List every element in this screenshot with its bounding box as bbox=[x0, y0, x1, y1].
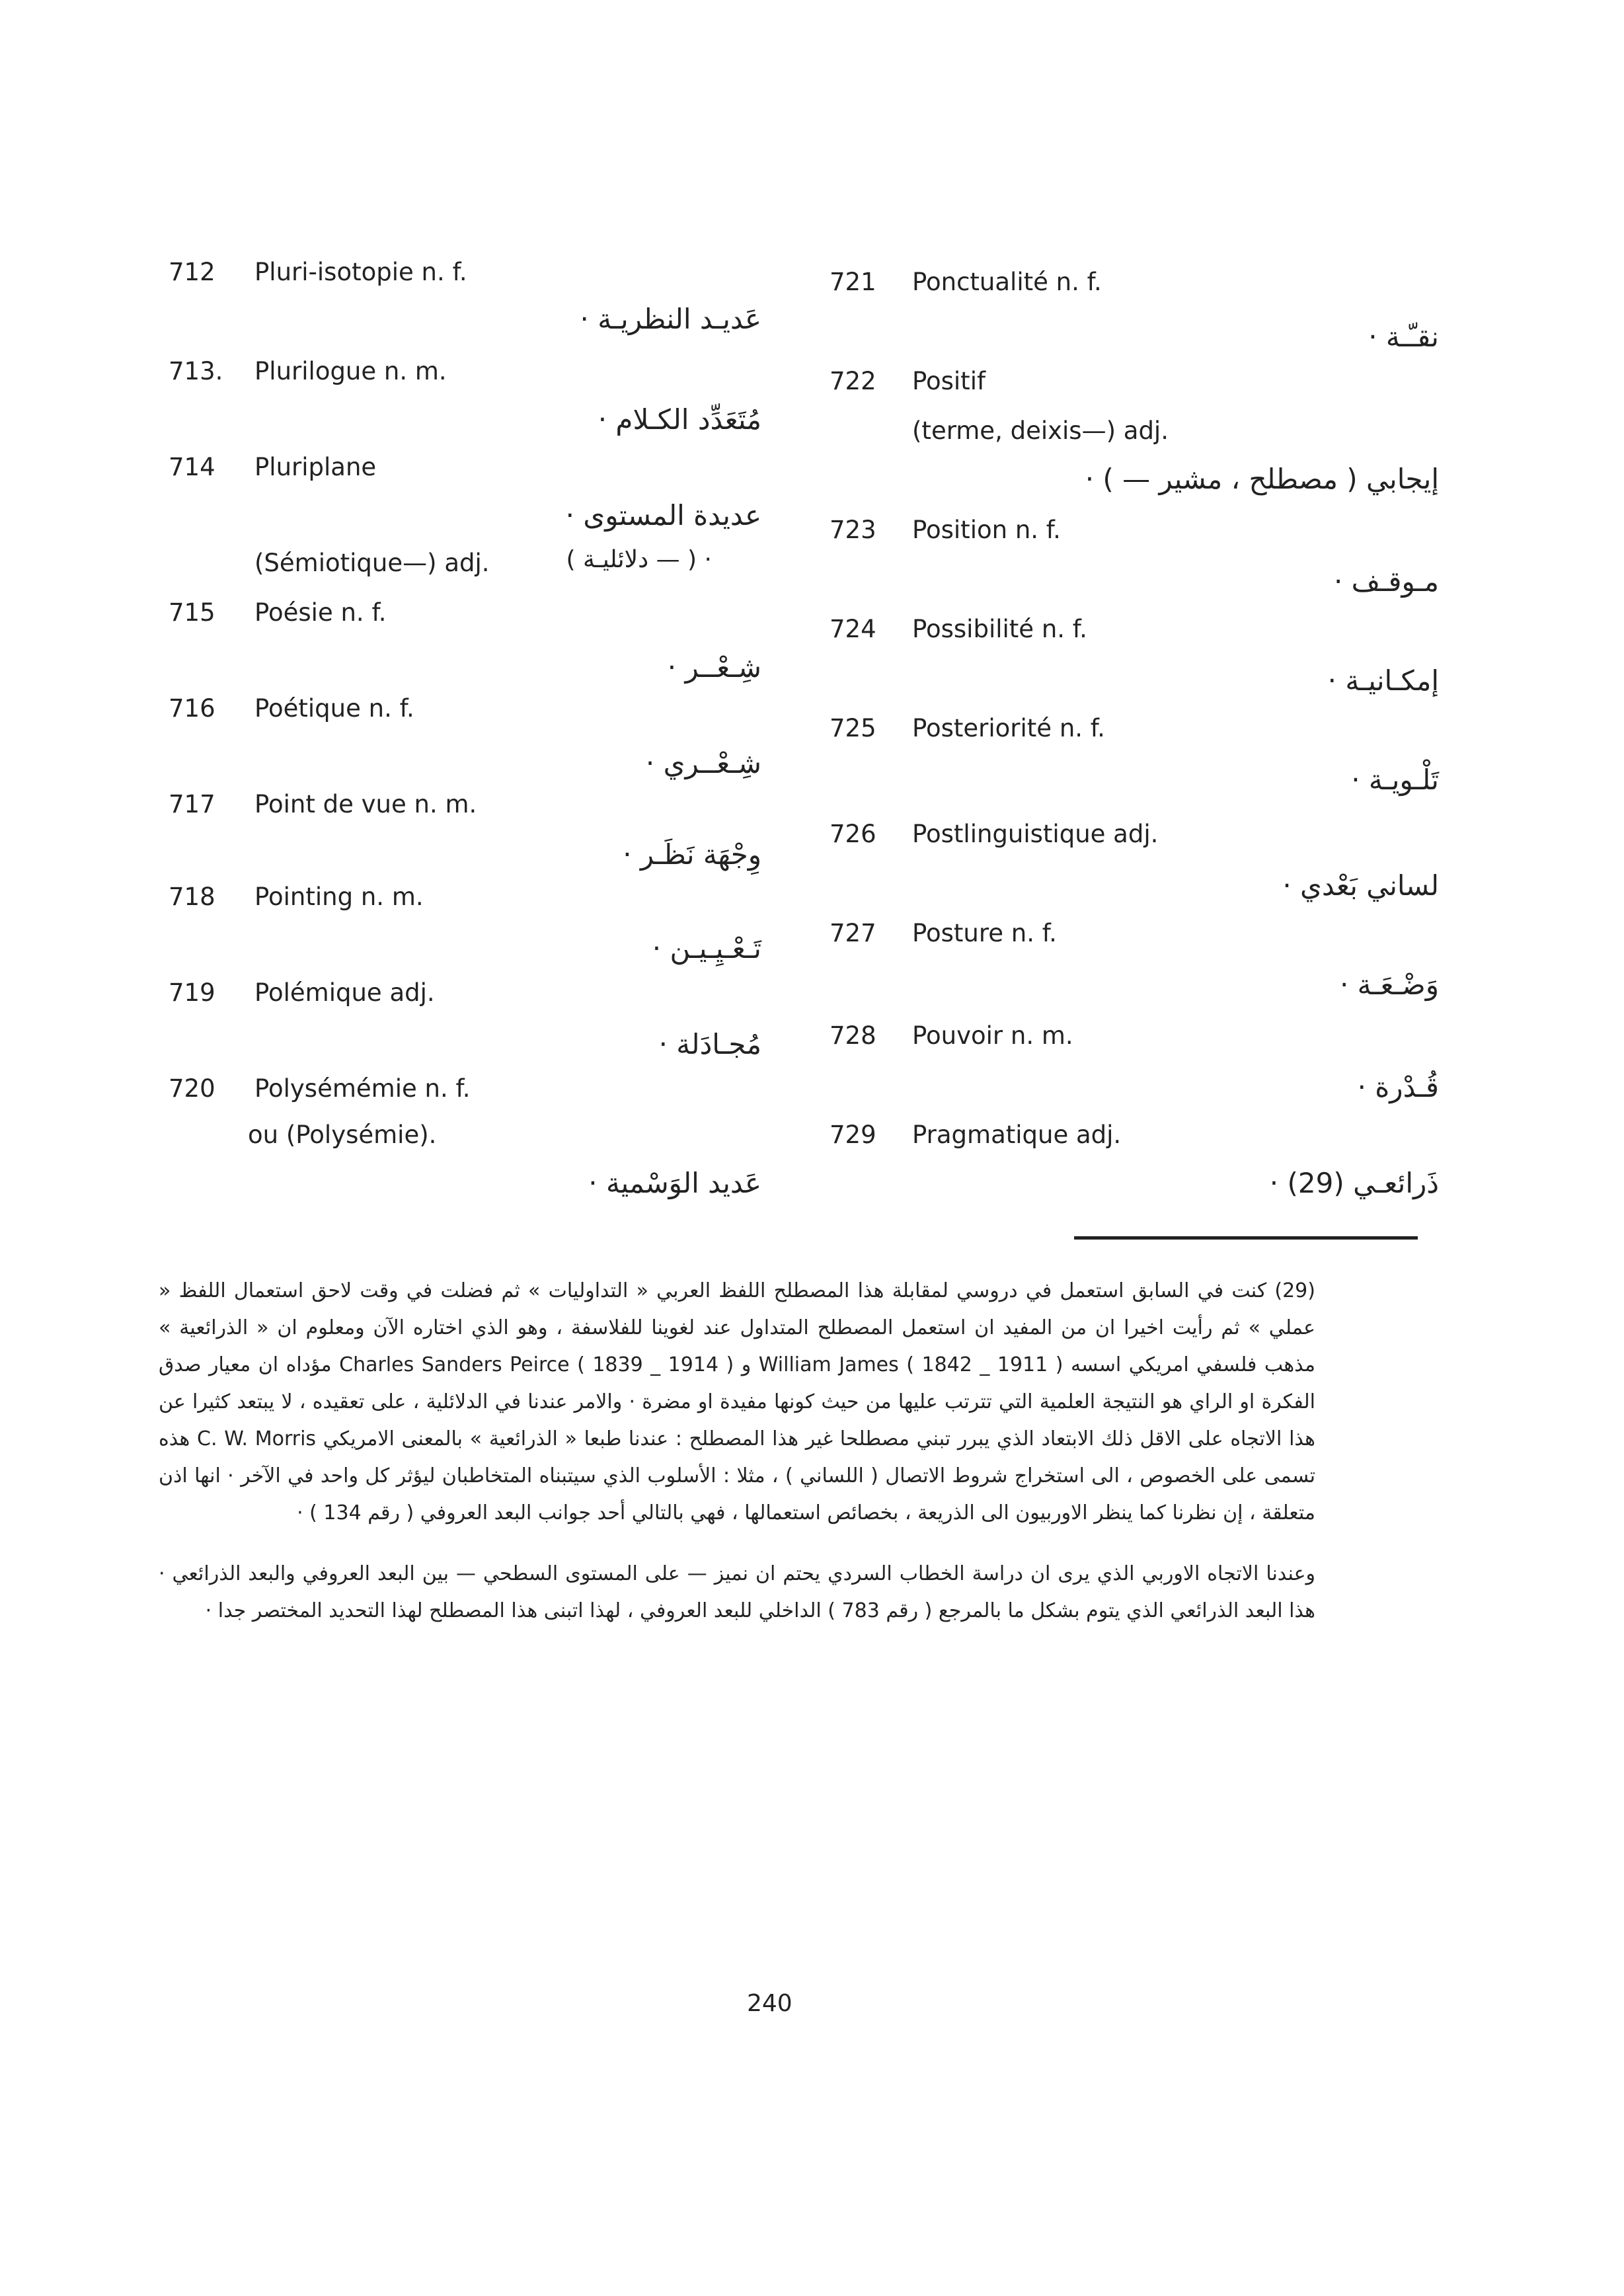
entry-number: 728 bbox=[830, 1021, 876, 1050]
entry-number: 721 bbox=[830, 268, 876, 296]
entry-number: 723 bbox=[830, 516, 876, 544]
entry-arabic: لساني بَعْدي · bbox=[1282, 869, 1439, 902]
entry-arabic: وَضْـعَـة · bbox=[1339, 969, 1439, 1001]
entry-term: Plurilogue n. m. bbox=[254, 357, 447, 385]
entry-term: Pluri-isotopie n. f. bbox=[254, 258, 467, 286]
entry-arabic: تَـعْـيِـيـن · bbox=[652, 932, 761, 965]
entry-term: Polémique adj. bbox=[254, 978, 435, 1007]
entry-number: 714 bbox=[169, 453, 215, 481]
entry-subterm: (Sémiotique—) adj. bbox=[254, 549, 490, 577]
entry-term: Posture n. f. bbox=[912, 919, 1057, 947]
entry-term: Position n. f. bbox=[912, 516, 1061, 544]
entry-arabic: وِجْهَة نَظَـر · bbox=[623, 838, 761, 871]
footnote-paragraph: وعندنا الاتجاه الاوربي الذي يرى ان دراسة الخطاب السردي يحتم ان نميز — على المستوى السطحي — بين البعد العروفي والبعد الذرائعي · هذا البعد الذرائعي الذي يتوم بشكل ما بالمرجع ( رقم 783 ) الداخلي للبعد العروفي ، لهذا اتبنى هذا المصطلح لهذا التحديد المختصر جدا · bbox=[159, 1562, 1315, 1622]
entry-subterm: (terme, deixis—) adj. bbox=[912, 416, 1169, 445]
entry-arabic: مُتَعَدِّد الكـلام · bbox=[598, 403, 761, 436]
entry-number: 718 bbox=[169, 883, 215, 911]
entry-subterm-arabic: · ( — دلائليـة ) bbox=[566, 546, 712, 573]
entry-term: Positif bbox=[912, 367, 986, 395]
entry-term: Poésie n. f. bbox=[254, 598, 387, 627]
entry-number: 717 bbox=[169, 790, 215, 818]
entry-number: 719 bbox=[169, 978, 215, 1007]
entry-arabic: نقـّـة · bbox=[1368, 321, 1439, 353]
entry-arabic: قُـدْرة · bbox=[1357, 1071, 1439, 1103]
entry-arabic: شِـعْــر · bbox=[667, 651, 761, 684]
entry-number: 720 bbox=[169, 1074, 215, 1103]
entry-number: 722 bbox=[830, 367, 876, 395]
entry-arabic: عَديـد النظريـة · bbox=[580, 303, 761, 335]
page-number: 240 bbox=[747, 1990, 793, 2017]
entry-arabic: شِـعْــري · bbox=[645, 747, 761, 779]
entry-number: 724 bbox=[830, 615, 876, 643]
entry-number: 725 bbox=[830, 714, 876, 742]
entry-arabic: عَديد الوَسْمية · bbox=[588, 1167, 761, 1199]
entry-number: 712 bbox=[169, 258, 215, 286]
entry-arabic: عديدة المستوى · bbox=[565, 499, 761, 532]
entry-term: Postlinguistique adj. bbox=[912, 820, 1159, 848]
entry-term: Possibilité n. f. bbox=[912, 615, 1087, 643]
entry-arabic: مـوقـف · bbox=[1333, 565, 1439, 598]
entry-arabic: تَلْـويـة · bbox=[1351, 764, 1439, 796]
entry-term: Point de vue n. m. bbox=[254, 790, 477, 818]
entry-term: Ponctualité n. f. bbox=[912, 268, 1102, 296]
entry-arabic: ذَرائعـي (29) · bbox=[1269, 1167, 1439, 1199]
footnote-section bbox=[159, 1273, 1315, 1653]
entry-number: 715 bbox=[169, 598, 215, 627]
entry-arabic: إمكـانيـة · bbox=[1327, 664, 1439, 697]
entry-term: Poétique n. f. bbox=[254, 694, 414, 723]
footnote-paragraph: (29) كنت في السابق استعمل في دروسي لمقابلة هذا المصطلح اللفظ العربي « التداوليات » ثم فضلت في وقت لاحق استعمال اللفظ « عملي » ثم رأيت اخيرا ان من المفيد ان استعمل المصطلح المتداول عند لغوينا للفلاسفة ، وهو الذي اختاره الآن ومعلوم ان « الذرائعية » مذهب فلسفي امريكي اسسه William James ( 1842 _ 1911 ) و Charles Sanders Peirce ( 1839 _ 1914 ) مؤداه ان معيار صدق الفكرة او الراي هو النتيجة العلمية التي تترتب عليها من حيث كونها مفيدة او مضرة · والامر عندنا في الدلائلية ، على تعقيده ، لا يبتعد كثيرا عن هذا الاتجاه على الاقل ذلك الابتعاد الذي يبرر تبني مصطلحا غير هذا المصطلح : عندنا طبعا « الذرائعية » بالمعنى الامريكي C. W. Morris هذه تسمى على الخصوص ، الى استخراج شروط الاتصال ( اللساني ) ، مثلا : الأسلوب الذي سيتبناه المتخاطبان ليؤثر كل واحد في الآخر · انها اذن متعلقة ، إن نظرنا كما ينظر الاوربيون الى الذريعة ، بخصائص استعمالها ، فهي بالتالي أحد جوانب البعد العروفي ( رقم 134 ) · bbox=[159, 1279, 1315, 1524]
entry-subterm: ou (Polysémie). bbox=[248, 1121, 437, 1149]
entry-number: 716 bbox=[169, 694, 215, 723]
entry-number: 726 bbox=[830, 820, 876, 848]
entry-term: Pragmatique adj. bbox=[912, 1121, 1122, 1149]
entry-term: Polysémémie n. f. bbox=[254, 1074, 471, 1103]
entry-number: 713. bbox=[169, 357, 223, 385]
entry-term: Posteriorité n. f. bbox=[912, 714, 1105, 742]
entry-term: Pluriplane bbox=[254, 453, 377, 481]
entry-number: 729 bbox=[830, 1121, 876, 1149]
entry-term: Pointing n. m. bbox=[254, 883, 424, 911]
entry-arabic: مُجـادَلة · bbox=[658, 1028, 761, 1060]
entry-term: Pouvoir n. m. bbox=[912, 1021, 1073, 1050]
footnote-rule bbox=[1074, 1236, 1418, 1240]
entry-arabic: إيجابي ( مصطلح ، مشير — ) · bbox=[1085, 463, 1439, 495]
entry-number: 727 bbox=[830, 919, 876, 947]
